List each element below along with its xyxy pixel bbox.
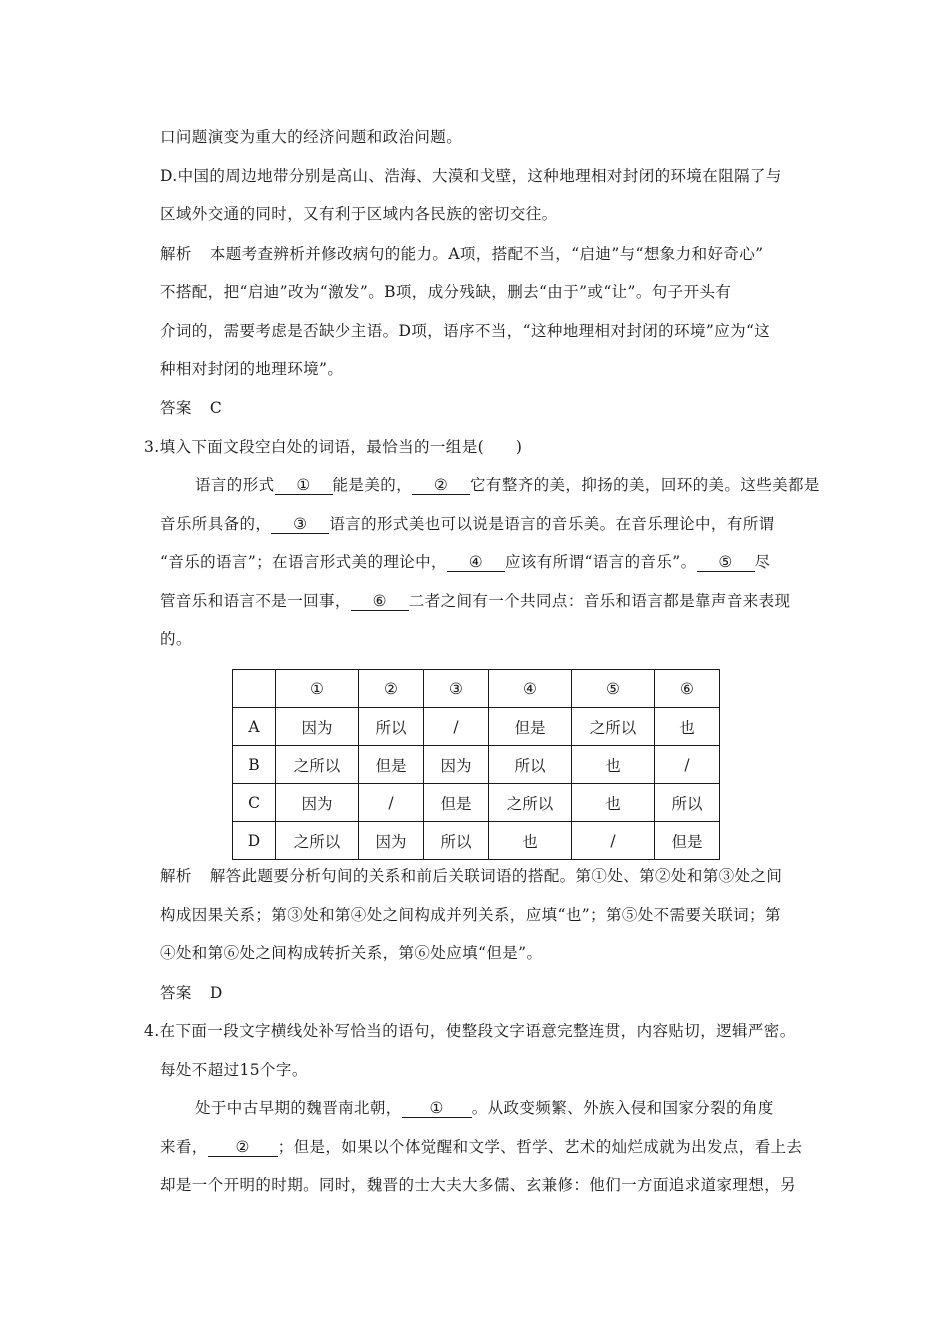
q4-text: 。从政变频繁、外族入侵和国家分裂的角度: [471, 1099, 774, 1117]
table-cell: 所以: [489, 746, 572, 784]
q4-passage-line-3: 却是一个开明的时期。同时，魏晋的士大夫大多儒、玄兼修：他们一方面追求道家理想，另: [160, 1176, 797, 1194]
table-cell: ③: [424, 670, 489, 708]
q3-blank-1: ①: [275, 476, 333, 495]
table-cell: B: [233, 746, 276, 784]
table-row: [233, 822, 720, 860]
table-row: [233, 784, 720, 822]
q3-analysis-line-2: 构成因果关系；第③处和第④处之间构成并列关系，应填“也”；第⑤处不需要关联词；第: [160, 906, 781, 924]
table-cell: /: [424, 708, 489, 746]
table-cell: 也: [655, 708, 720, 746]
q3-answer: [160, 982, 810, 1004]
option-d-line-2: 区域外交通的同时，又有利于区域内各民族的密切交往。: [160, 205, 558, 223]
q4-text: 处于中古早期的魏晋南北朝，: [195, 1099, 402, 1117]
q3-passage-line-4: [160, 590, 810, 612]
prev-analysis-line-4: 种相对封闭的地理环境”。: [160, 360, 344, 378]
q4-passage-line-2: [160, 1136, 810, 1158]
table-cell: 所以: [424, 822, 489, 860]
q3-blank-2: ②: [412, 476, 470, 495]
q4-stem-line-2: 每处不超过15个字。: [160, 1061, 308, 1079]
q3-blank-4: ④: [447, 553, 505, 572]
table-cell: 所以: [655, 784, 720, 822]
q4-text: 来看，: [160, 1138, 208, 1156]
prev-continuation: 口问题演变为重大的经济问题和政治问题。: [160, 128, 463, 146]
table-cell: 但是: [359, 746, 424, 784]
table-cell: /: [359, 784, 424, 822]
table-row: [233, 746, 720, 784]
q3-options-table: [232, 669, 720, 860]
table-cell: C: [233, 784, 276, 822]
table-cell: 也: [489, 822, 572, 860]
q3-passage-line-5: 的。: [160, 630, 192, 648]
q3-text: 尽: [754, 553, 771, 571]
table-cell: 但是: [655, 822, 720, 860]
table-cell: ⑤: [572, 670, 655, 708]
analysis-text: 本题考查辨析并修改病句的能力。A项，搭配不当，“启迪”与“想象力和好奇心”: [209, 245, 764, 263]
table-header-row: [233, 670, 720, 708]
q3-text: 语言的形式: [195, 476, 275, 494]
q4-text: ；但是，如果以个体觉醒和文学、哲学、艺术的灿烂成就为出发点，看上去: [277, 1138, 803, 1156]
table-cell: ②: [359, 670, 424, 708]
q4-blank-1: ①: [402, 1099, 472, 1118]
q4-blank-2: ②: [208, 1138, 278, 1157]
table-cell: 所以: [359, 708, 424, 746]
table-cell: 之所以: [276, 746, 359, 784]
q4-passage-line-1: [195, 1097, 810, 1119]
q3-text: 能是美的，: [332, 476, 413, 494]
table-cell: 因为: [276, 708, 359, 746]
q3-text: 它有整齐的美，抑扬的美，回环的美。这些美都是: [470, 476, 820, 494]
table-cell: ④: [489, 670, 572, 708]
analysis-text: 解答此题要分析句间的关系和前后关联词语的搭配。第①处、第②处和第③处之间: [209, 867, 783, 885]
q3-blank-6: ⑥: [351, 592, 409, 611]
answer-label: 答案: [160, 399, 192, 417]
q3-text: 管音乐和语言不是一回事，: [160, 592, 351, 610]
q3-blank-3: ③: [271, 515, 329, 534]
table-cell: ⑥: [655, 670, 720, 708]
analysis-label: 解析: [160, 245, 192, 263]
prev-answer: [160, 397, 810, 419]
q3-text: 二者之间有一个共同点：音乐和语言都是靠声音来表现: [408, 592, 791, 610]
table-cell: 因为: [424, 746, 489, 784]
table-cell: 因为: [359, 822, 424, 860]
table-cell: 也: [572, 784, 655, 822]
prev-analysis-line-2: 不搭配，把“启迪”改为“激发”。B项，成分残缺，删去“由于”或“让”。句子开头有: [160, 283, 732, 301]
table-cell: 之所以: [276, 822, 359, 860]
q3-stem: 3.填入下面文段空白处的词语，最恰当的一组是( ): [144, 438, 523, 456]
q3-blank-5: ⑤: [697, 553, 755, 572]
table-cell: 也: [572, 746, 655, 784]
option-d-line-1: D.中国的周边地带分别是高山、浩海、大漠和戈壁，这种地理相对封闭的环境在阻隔了与: [160, 167, 782, 185]
answer-value: D: [209, 984, 223, 1002]
q4-stem-line-1: 4.在下面一段文字横线处补写恰当的语句，使整段文字语意完整连贯，内容贴切，逻辑严密。: [144, 1022, 796, 1040]
q3-text: 音乐所具备的，: [160, 515, 272, 533]
table-cell: 但是: [424, 784, 489, 822]
q3-text: “音乐的语言”；在语言形式美的理论中，: [160, 553, 447, 571]
prev-analysis-line-1: [160, 243, 810, 265]
table-cell: /: [572, 822, 655, 860]
q3-analysis-line-1: [160, 865, 810, 887]
table-cell: 之所以: [489, 784, 572, 822]
table-cell: 因为: [276, 784, 359, 822]
q3-analysis-line-3: ④处和第⑥处之间构成转折关系，第⑥处应填“但是”。: [160, 944, 543, 962]
answer-value: C: [209, 399, 223, 417]
answer-label: 答案: [160, 984, 192, 1002]
table-cell: D: [233, 822, 276, 860]
table-cell: /: [655, 746, 720, 784]
table-cell: ①: [276, 670, 359, 708]
table-cell: A: [233, 708, 276, 746]
table-row: [233, 708, 720, 746]
q3-passage-line-1: [195, 474, 820, 496]
table-cell: 之所以: [572, 708, 655, 746]
q3-passage-line-3: [160, 551, 810, 573]
q3-text: 应该有所谓“语言的音乐”。: [504, 553, 697, 571]
prev-analysis-line-3: 介词的，需要考虑是否缺少主语。D项，语序不当，“这种地理相对封闭的环境”应为“这: [160, 322, 771, 340]
table-cell: [233, 670, 276, 708]
q3-text: 语言的形式美也可以说是语言的音乐美。在音乐理论中，有所谓: [329, 515, 775, 533]
q3-passage-line-2: [160, 513, 810, 535]
table-cell: 但是: [489, 708, 572, 746]
analysis-label: 解析: [160, 867, 192, 885]
